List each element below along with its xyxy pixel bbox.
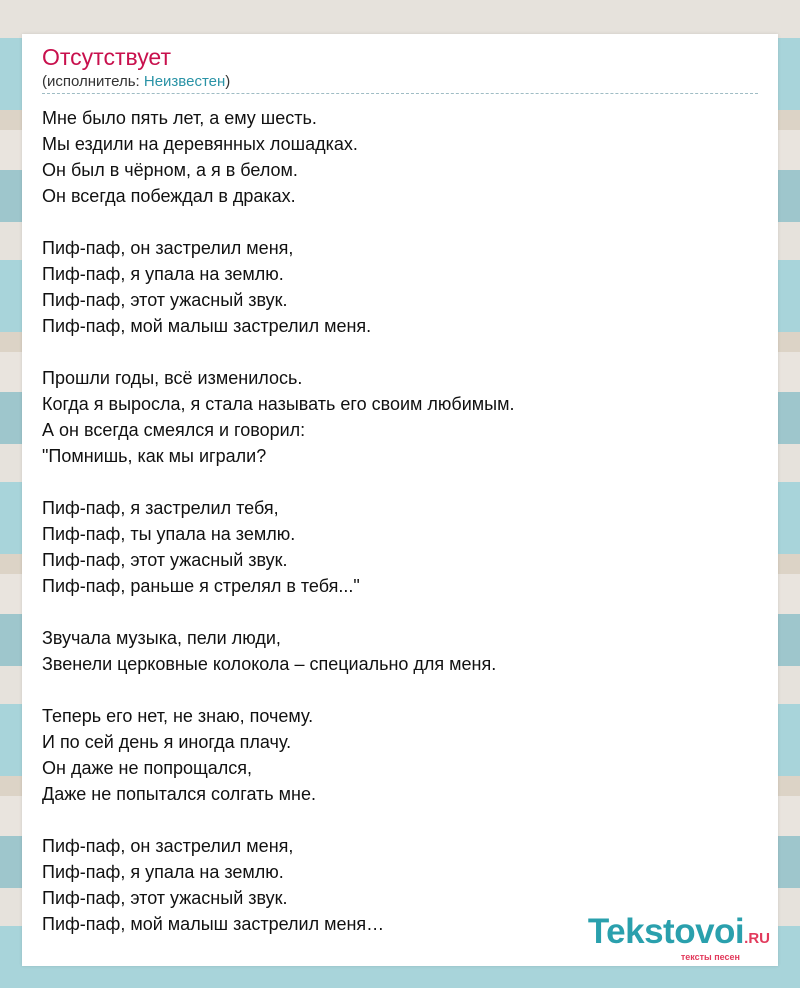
lyrics-line: Звенели церковные колокола – специально для меня.: [42, 654, 497, 674]
lyrics-blank-line: [42, 677, 758, 703]
artist-suffix: ): [225, 73, 231, 90]
lyrics-line: А он всегда смеялся и говорил:: [42, 420, 306, 440]
lyrics-line: Звучала музыка, пели люди,: [42, 628, 281, 648]
lyrics-line: Мы ездили на деревянных лошадках.: [42, 134, 358, 154]
lyrics-line: Пиф-паф, мой малыш застрелил меня.: [42, 316, 372, 336]
lyrics-blank-line: [42, 807, 758, 833]
site-logo[interactable]: [587, 912, 770, 962]
lyrics-line: Пиф-паф, мой малыш застрелил меня…: [42, 914, 385, 934]
lyrics-line: Пиф-паф, этот ужасный звук.: [42, 290, 288, 310]
lyrics-line: Пиф-паф, этот ужасный звук.: [42, 888, 288, 908]
lyrics-text: [42, 105, 758, 937]
lyrics-line: Пиф-паф, раньше я стрелял в тебя...": [42, 576, 360, 596]
logo-tld: .RU: [744, 930, 770, 947]
artist-link[interactable]: Неизвестен: [143, 73, 226, 90]
lyrics-line: Теперь его нет, не знаю, почему.: [42, 706, 314, 726]
header-divider: [42, 93, 758, 94]
lyrics-line: Пиф-паф, он застрелил меня,: [42, 836, 294, 856]
lyrics-blank-line: [42, 599, 758, 625]
lyrics-line: Он был в чёрном, а я в белом.: [42, 160, 298, 180]
lyrics-line: Прошли годы, всё изменилось.: [42, 368, 303, 388]
logo-tagline: тексты песен: [680, 952, 740, 962]
lyrics-card: [22, 34, 778, 966]
lyrics-line: Он всегда побеждал в драках.: [42, 186, 296, 206]
lyrics-line: Мне было пять лет, а ему шесть.: [42, 108, 317, 128]
artist-line: [42, 73, 230, 91]
lyrics-line: Пиф-паф, я упала на землю.: [42, 264, 284, 284]
lyrics-blank-line: [42, 339, 758, 365]
song-title: Отсутствует: [42, 44, 171, 70]
lyrics-line: Пиф-паф, я упала на землю.: [42, 862, 284, 882]
lyrics-line: Пиф-паф, ты упала на землю.: [42, 524, 296, 544]
lyrics-line: Даже не попытался солгать мне.: [42, 784, 317, 804]
lyrics-blank-line: [42, 469, 758, 495]
logo-name: Tekstovoi: [587, 912, 745, 951]
lyrics-line: Пиф-паф, этот ужасный звук.: [42, 550, 288, 570]
lyrics-line: Пиф-паф, я застрелил тебя,: [42, 498, 279, 518]
lyrics-blank-line: [42, 209, 758, 235]
logo-wordmark: [587, 912, 770, 956]
lyrics-line: "Помнишь, как мы играли?: [42, 446, 267, 466]
lyrics-line: И по сей день я иногда плачу.: [42, 732, 292, 752]
lyrics-line: Когда я выросла, я стала называть его своим любимым.: [42, 394, 515, 414]
lyrics-line: Он даже не попрощался,: [42, 758, 253, 778]
lyrics-line: Пиф-паф, он застрелил меня,: [42, 238, 294, 258]
artist-prefix: (исполнитель:: [42, 73, 144, 90]
